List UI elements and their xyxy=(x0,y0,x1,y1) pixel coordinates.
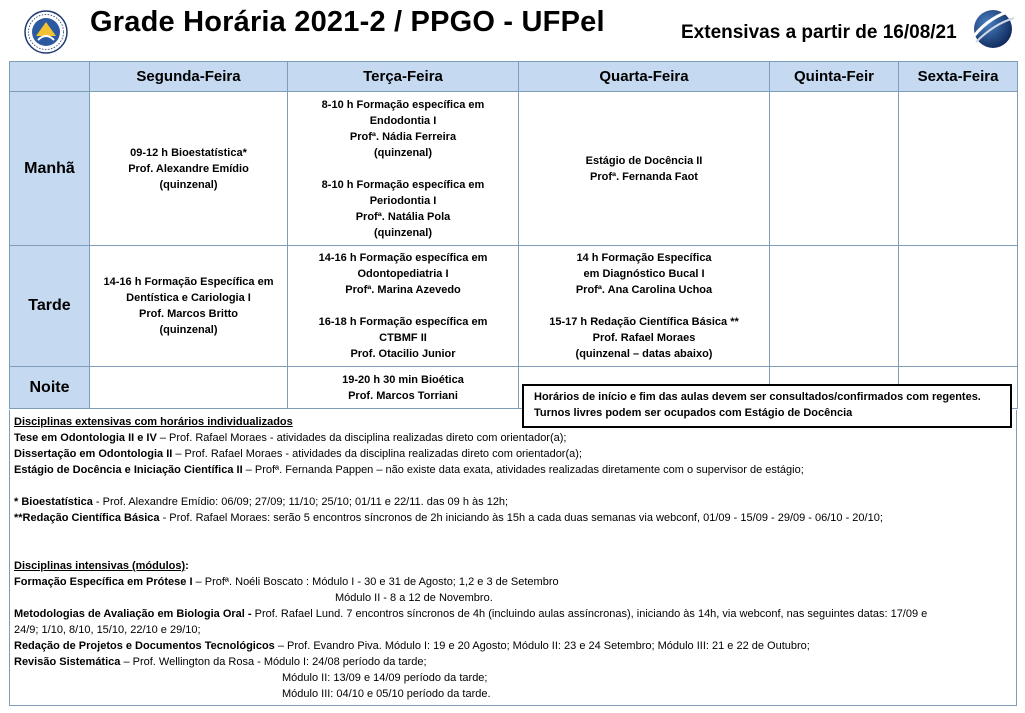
course-name: Formação Específica em Prótese I xyxy=(14,576,193,588)
cell-line: (quinzenal) xyxy=(373,226,433,239)
course-detail: Prof. Rafael Lund. 7 encontros síncronos de 4h (incluindo aulas assíncronas), iniciando às 14h, via webconf, nas seguintes datas: 17/09 e xyxy=(251,608,928,620)
cell-line: Estágio de Docência II xyxy=(585,154,703,167)
globe-swoosh-icon xyxy=(970,6,1016,50)
cell-spacer xyxy=(294,298,512,314)
day-header: Quarta-Feira xyxy=(519,62,770,92)
course-name: Metodologias de Avaliação em Biologia Oral - xyxy=(14,608,252,620)
header xyxy=(0,0,1025,58)
cell-line: 19-20 h 30 min Bioética xyxy=(342,373,464,386)
schedule-cell xyxy=(90,367,288,409)
notice-line: Turnos livres podem ser ocupados com Estágio de Docência xyxy=(534,407,853,419)
cell-line: 15-17 h Redação Científica Básica ** xyxy=(549,316,739,328)
table-header-row xyxy=(10,62,1018,92)
cell-line: CTBMF II xyxy=(379,332,427,344)
cell-line: Profª. Ana Carolina Uchoa xyxy=(575,284,713,296)
cell-line: (quinzenal) xyxy=(373,146,433,159)
cell-line: Dentística e Cariologia I xyxy=(126,292,251,304)
course-name: **Redação Científica Básica xyxy=(14,512,160,524)
schedule-cell xyxy=(288,92,519,246)
course-detail: – Prof. Wellington da Rosa - Módulo I: 24/08 período da tarde; xyxy=(120,656,427,668)
list-item xyxy=(14,430,1014,446)
course-detail: – Prof. Rafael Moraes - atividades da disciplina realizadas direto com orientador(a); xyxy=(156,432,567,444)
cell-line: 8-10 h Formação específica em xyxy=(321,178,485,191)
course-name: Tese em Odontologia II e IV xyxy=(14,432,157,444)
list-item xyxy=(14,654,1014,670)
list-item-continuation: Módulo II - 8 a 12 de Novembro. xyxy=(335,592,493,604)
intensive-heading: Disciplinas intensivas (módulos) xyxy=(14,560,186,572)
table-row xyxy=(10,246,1018,367)
corner-cell xyxy=(10,62,90,92)
schedule-cell xyxy=(519,246,770,367)
schedule-cell xyxy=(90,92,288,246)
day-header: Quinta-Feir xyxy=(770,62,899,92)
list-item-continuation: 24/9; 1/10, 8/10, 15/10, 22/10 e 29/10; xyxy=(14,624,201,636)
course-detail: – Prof. Rafael Moraes - atividades da disciplina realizadas direto com orientador(a); xyxy=(172,448,582,460)
cell-line: Prof. Marcos Torriani xyxy=(348,389,458,402)
course-name: Dissertação em Odontologia II xyxy=(14,448,173,460)
list-item-continuation: Módulo II: 13/09 e 14/09 período da tarde; xyxy=(282,672,488,684)
cell-line: Periodontia I xyxy=(369,194,437,207)
course-detail: - Prof. Alexandre Emídio: 06/09; 27/09; 11/10; 25/10; 01/11 e 22/11. das 09 h às 12h; xyxy=(92,496,509,508)
cell-line: Endodontia I xyxy=(369,114,437,127)
cell-line: Profª. Nádia Ferreira xyxy=(349,130,457,143)
schedule-cell xyxy=(770,92,899,246)
notice-line: Horários de início e fim das aulas devem ser consultados/confirmados com regentes. xyxy=(534,391,981,403)
list-item xyxy=(14,638,1014,654)
cell-line: Profª. Marina Azevedo xyxy=(345,284,461,296)
cell-line: Profª. Fernanda Faot xyxy=(590,170,698,183)
schedule-table xyxy=(9,61,1018,409)
period-label: Tarde xyxy=(10,246,90,367)
course-name: Redação de Projetos e Documentos Tecnológicos xyxy=(14,640,275,652)
cell-line: 14-16 h Formação Específica em xyxy=(103,276,274,288)
list-item xyxy=(14,510,1014,526)
cell-line: em Diagnóstico Bucal I xyxy=(583,268,705,280)
list-item xyxy=(14,494,1014,510)
ufpel-seal-icon xyxy=(24,10,68,54)
course-detail: – Prof. Evandro Piva. Módulo I: 19 e 20 Agosto; Módulo II: 23 e 24 Setembro; Módulo III: 21 e 22 de Outubro; xyxy=(274,640,810,652)
course-name: * Bioestatística xyxy=(14,496,93,508)
notes-section xyxy=(14,414,1014,702)
period-label: Noite xyxy=(10,367,90,409)
schedule-cell xyxy=(770,246,899,367)
schedule-cell xyxy=(899,92,1018,246)
day-header: Terça-Feira xyxy=(288,62,519,92)
schedule-cell xyxy=(288,367,519,409)
course-name: Revisão Sistemática xyxy=(14,656,121,668)
cell-line: (quinzenal) xyxy=(159,178,218,191)
extensive-heading: Disciplinas extensivas com horários individualizados xyxy=(14,416,293,428)
list-item xyxy=(14,446,1014,462)
list-item xyxy=(14,606,1014,622)
cell-line: Prof. Marcos Britto xyxy=(138,308,238,320)
cell-line: 8-10 h Formação específica em xyxy=(321,98,485,111)
course-detail: – Profª. Noéli Boscato : Módulo I - 30 e 31 de Agosto; 1,2 e 3 de Setembro xyxy=(192,576,559,588)
course-detail: - Prof. Rafael Moraes: serão 5 encontros síncronos de 2h iniciando às 15h a cada duas semanas via webconf, 01/09 - 15/09 - 29/09 - 06/10 - 20/10; xyxy=(159,512,883,524)
cell-line: Prof. Rafael Moraes xyxy=(592,332,696,344)
list-item xyxy=(14,462,1014,478)
cell-line: 14 h Formação Específica xyxy=(576,252,712,264)
schedule-cell xyxy=(90,246,288,367)
cell-line: Profª. Natália Pola xyxy=(355,210,451,223)
day-header: Sexta-Feira xyxy=(899,62,1018,92)
page-title: Grade Horária 2021-2 / PPGO - UFPel xyxy=(90,6,605,38)
page-subtitle: Extensivas a partir de 16/08/21 xyxy=(681,22,957,43)
period-label: Manhã xyxy=(10,92,90,246)
cell-line: (quinzenal) xyxy=(159,324,218,336)
table-row xyxy=(10,92,1018,246)
schedule-cell xyxy=(899,246,1018,367)
day-header: Segunda-Feira xyxy=(90,62,288,92)
cell-line: Prof. Otacilio Junior xyxy=(350,348,456,360)
schedule-cell xyxy=(519,92,770,246)
cell-spacer xyxy=(525,298,763,314)
cell-spacer xyxy=(294,161,512,177)
schedule-cell xyxy=(288,246,519,367)
heading-colon: : xyxy=(185,560,189,572)
cell-line: 14-16 h Formação específica em xyxy=(318,252,488,264)
cell-line: 16-18 h Formação específica em xyxy=(318,316,488,328)
course-detail: – Profª. Fernanda Pappen – não existe data exata, atividades realizadas diretamente com o supervisor de estágio; xyxy=(242,464,804,476)
list-item xyxy=(14,574,1014,590)
cell-line: 09-12 h Bioestatística* xyxy=(130,146,247,159)
list-item-continuation: Módulo III: 04/10 e 05/10 período da tarde. xyxy=(282,688,491,700)
course-name: Estágio de Docência e Iniciação Científica II xyxy=(14,464,243,476)
cell-line: Prof. Alexandre Emídio xyxy=(128,162,249,175)
cell-line: Odontopediatria I xyxy=(357,268,449,280)
cell-line: (quinzenal – datas abaixo) xyxy=(575,348,713,360)
